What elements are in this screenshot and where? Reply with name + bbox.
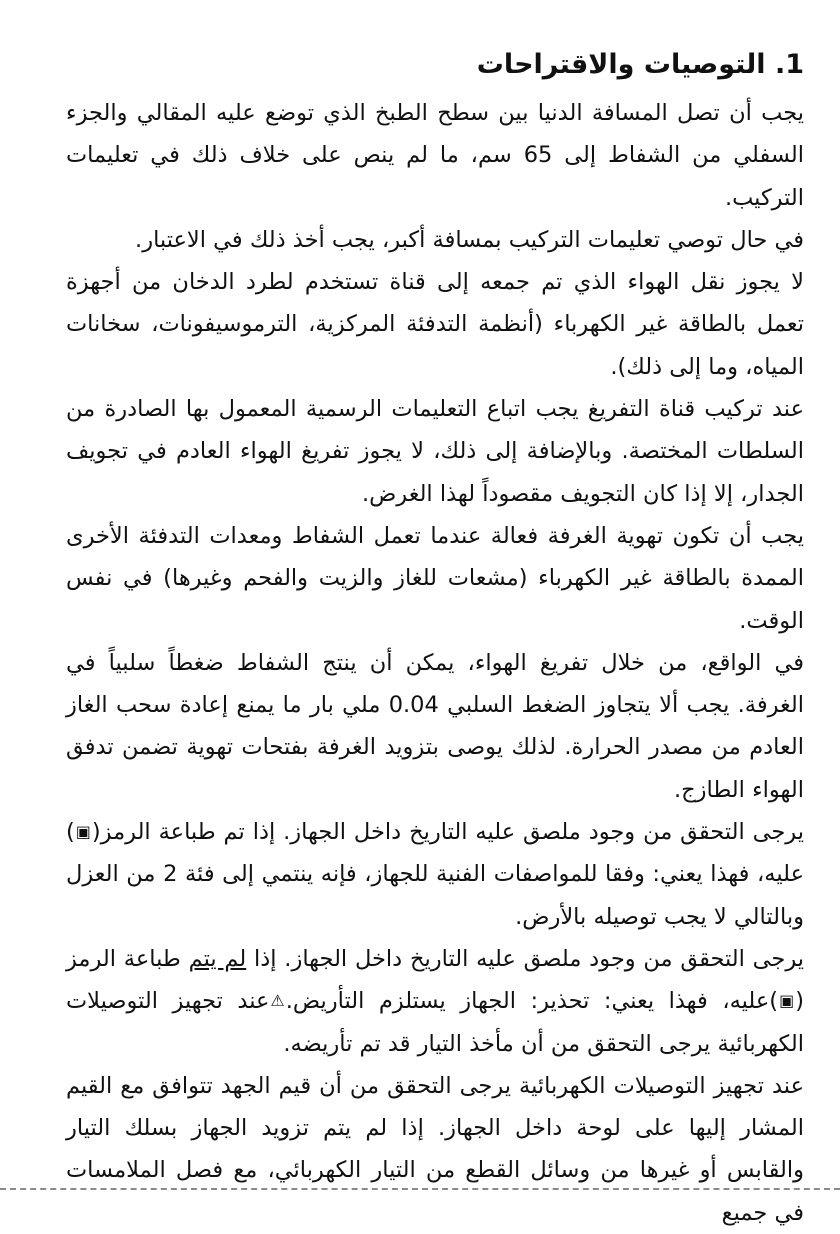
paragraph-room-ventilation: يجب أن تكون تهوية الغرفة فعالة عندما تعمل الشفاط ومعدات التدفئة الأخرى الممدة بالطاقة غير الكهرباء (مشعات للغاز والزيت والفحم وغيرها) في نفس الوقت. [66, 522, 804, 634]
paragraph-larger-distance: في حال توصي تعليمات التركيب بمسافة أكبر، يجب أخذ ذلك في الاعتبار. [135, 226, 804, 253]
paragraph-negative-pressure: في الواقع، من خلال تفريغ الهواء، يمكن أن ينتج الشفاط ضغطاً سلبياً في الغرفة. يجب ألا يتجاوز الضغط السلبي 0.04 ملي بار ما يمنع إعادة سحب الغاز العادم من مصدر الحرارة. لذلك يوصى بتزويد الغرفة بفتحات تهوية تضمن تدفق الهواء الطازج. [66, 649, 804, 803]
double-insulation-icon: ▣ [75, 822, 91, 842]
document-page [66, 38, 804, 1234]
paragraph-exhaust-duct: لا يجوز نقل الهواء الذي تم جمعه إلى قناة تستخدم لطرد الدخان من أجهزة تعمل بالطاقة غير الكهرباء (أنظمة التدفئة المركزية، الترموسيفونات، سخانات المياه، وما إلى ذلك). [66, 269, 804, 380]
section-heading: 1. التوصيات والاقتراحات [476, 49, 804, 80]
paragraph-min-distance: يجب أن تصل المسافة الدنيا بين سطح الطبخ الذي توضع عليه المقالي والجزء السفلي من الشفاط إلى 65 سم، ما لم ينص على خلاف ذلك في تعليمات التركيب. [66, 100, 805, 211]
earth-text-part3: )عليه، فهذا يعني: تحذير: الجهاز يستلزم التأريض. [285, 988, 779, 1015]
class2-text-after: ) عليه، فهذا يعني: وفقا للمواصفات الفنية للجهاز، فإنه ينتمي إلى فئة 2 من العزل وبالتالي لا يجب توصيله بالأرض. [66, 819, 804, 930]
earth-text-not-printed: لم يتم [188, 945, 247, 972]
class2-text-before: يرجى التحقق من وجود ملصق عليه التاريخ داخل الجهاز. إذا تم طباعة الرمز( [91, 819, 804, 846]
earth-text-part1: يرجى التحقق من وجود ملصق عليه التاريخ داخل الجهاز. إذا [246, 945, 805, 972]
paragraph-official-regulations: عند تركيب قناة التفريغ يجب اتباع التعليمات الرسمية المعمول بها الصادرة من السلطات المختصة. وبالإضافة إلى ذلك، لا يجوز تفريغ الهواء العادم في تجويف الجدار، إلا إذا كان التجويف مقصوداً لهذا الغرض. [66, 396, 804, 507]
double-insulation-icon: ▣ [779, 991, 795, 1011]
page-bottom-rule [0, 1188, 840, 1190]
paragraph-earthing-warning [66, 938, 804, 1065]
warning-icon: ⚠ [270, 991, 285, 1011]
paragraph-voltage-check: عند تجهيز التوصيلات الكهربائية يرجى التحقق من أن قيم الجهد تتوافق مع القيم المشار إليها على لوحة داخل الجهاز. إذا لم يتم تزويد الجهاز بسلك التيار والقابس أو غيرها من وسائل القطع من التيار الكهربائي، مع فصل الملامسات في جميع [66, 1072, 804, 1226]
earth-text-part2: طباعة الرمز ( [66, 945, 804, 1015]
earth-text-part4: عند تجهيز التوصيلات الكهربائية يرجى التحقق من أن مأخذ التيار قد تم تأريضه. [66, 988, 804, 1057]
paragraph-class2-insulation [66, 811, 804, 938]
